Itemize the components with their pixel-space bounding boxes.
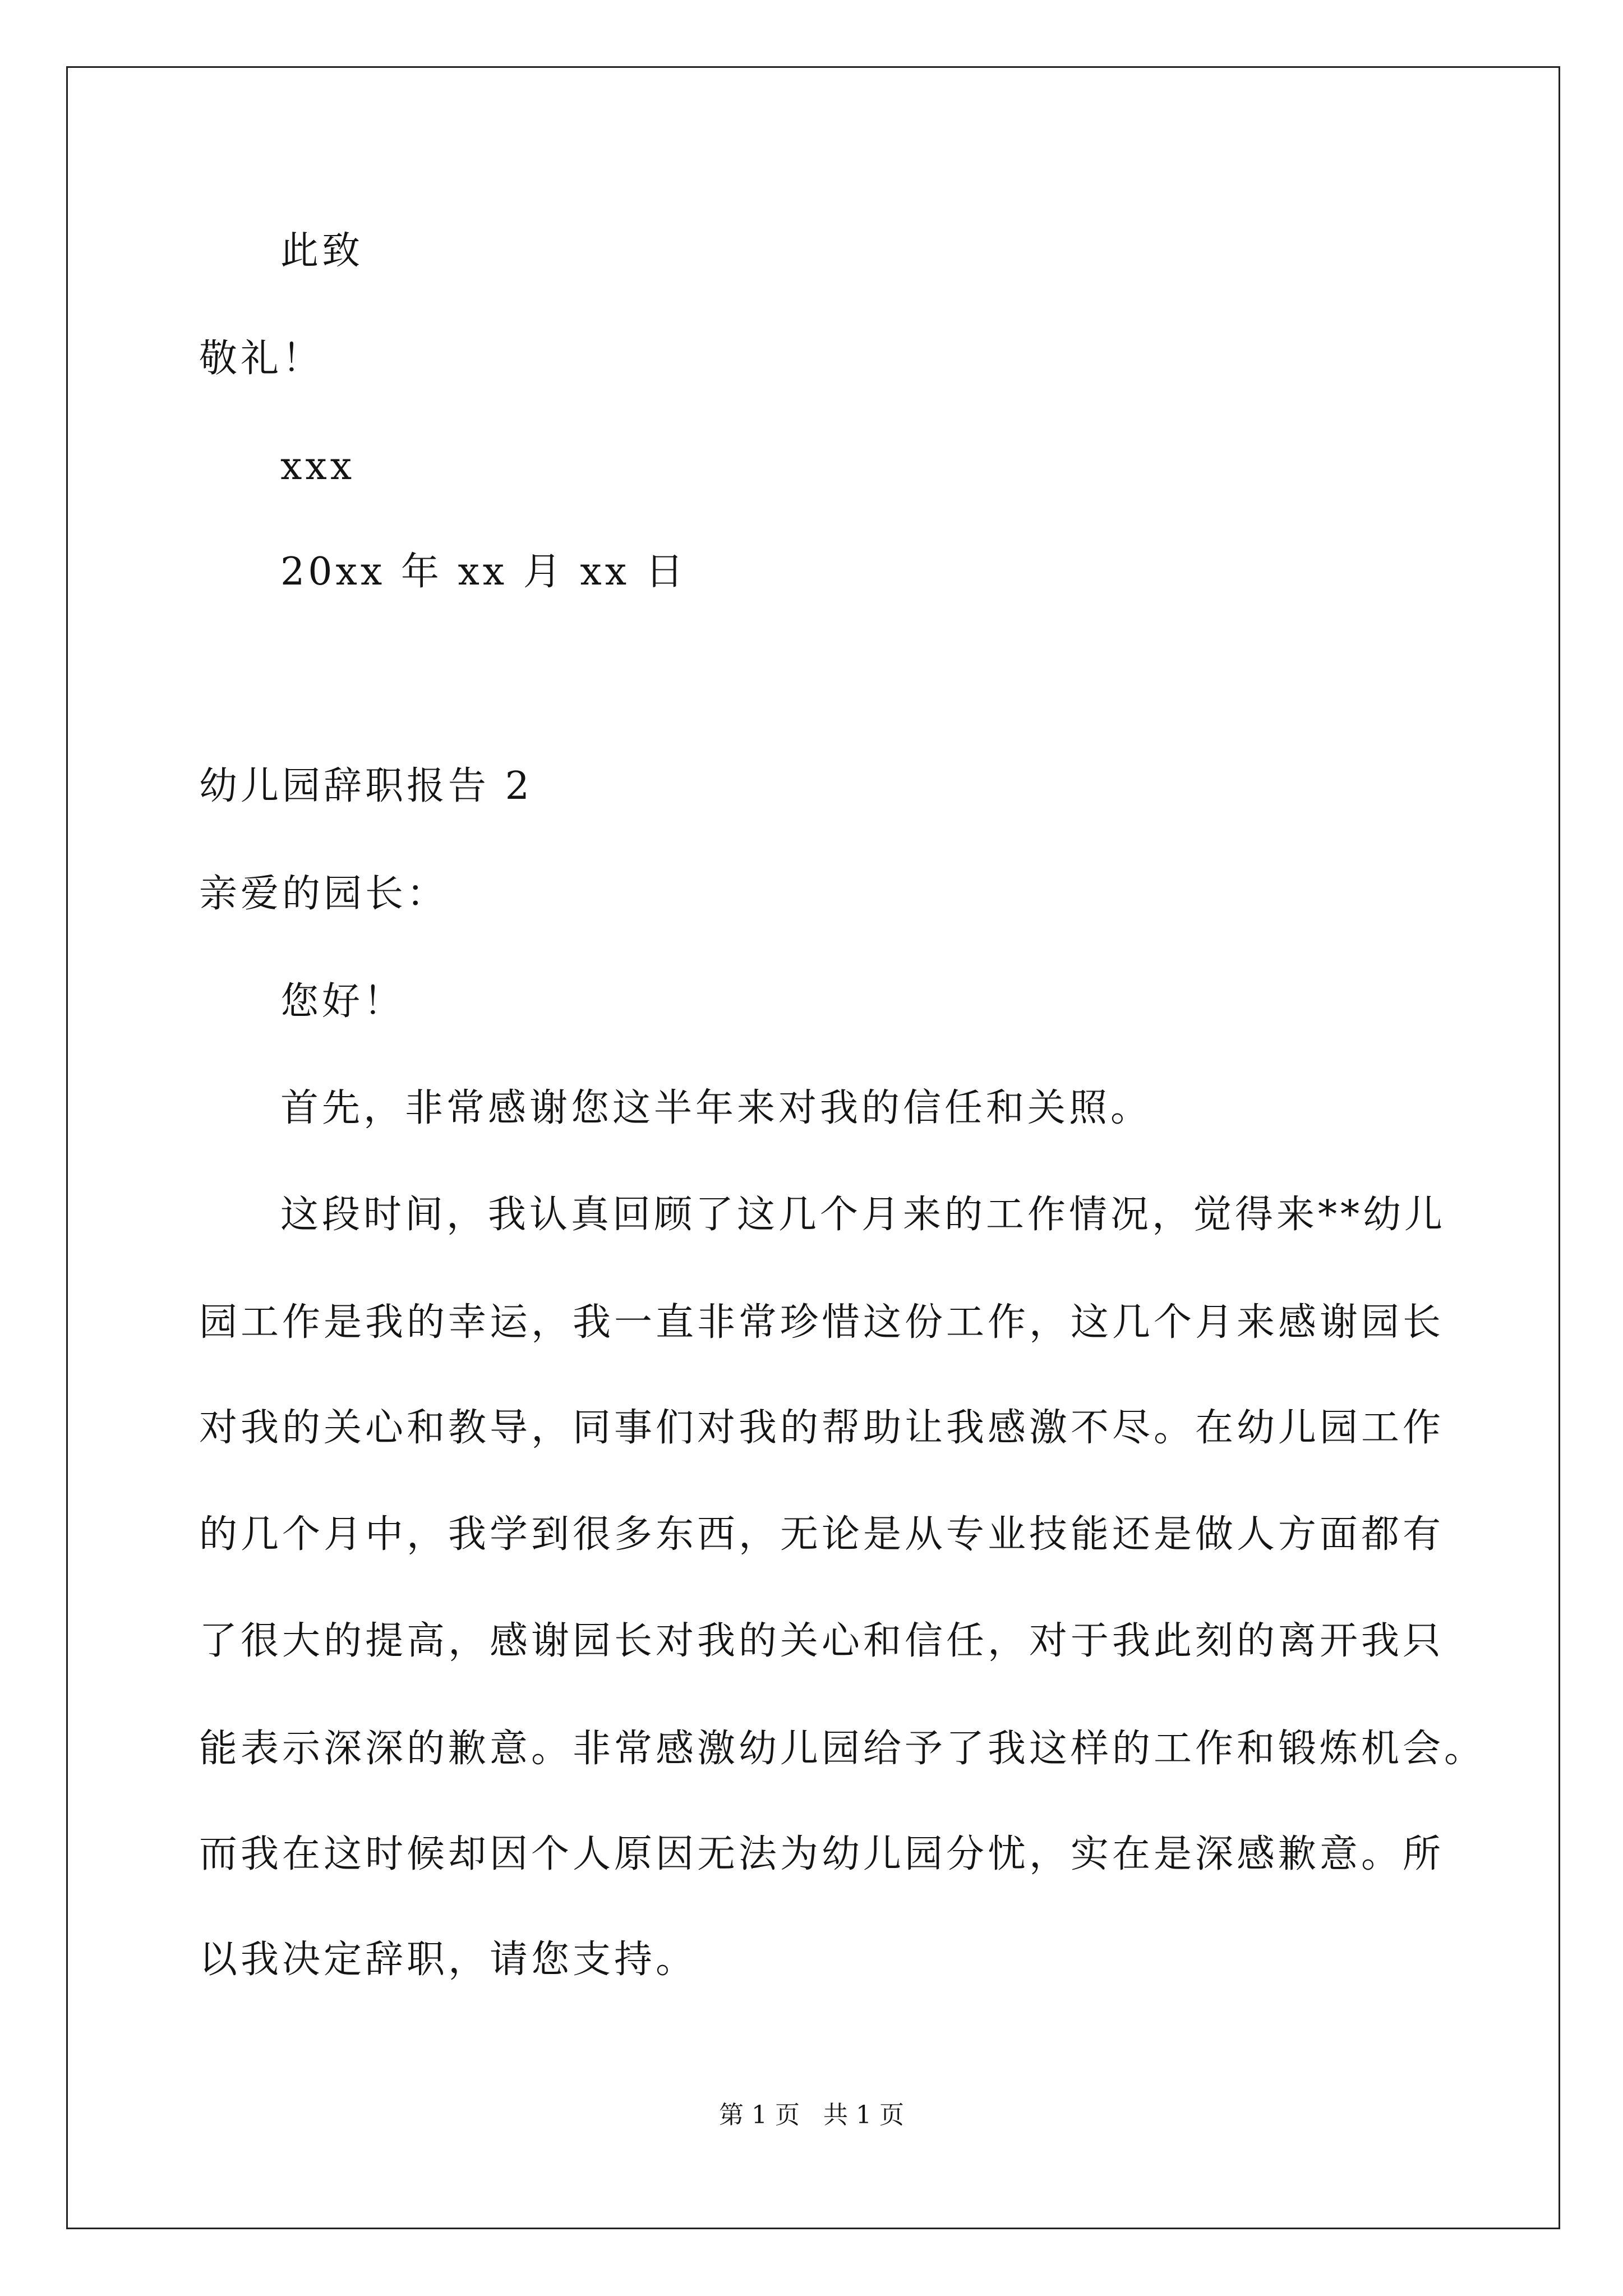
paragraph-2-line: 这段时间，我认真回顾了这几个月来的工作情况，觉得来**幼儿 (280, 1193, 1446, 1237)
page-border (66, 66, 1560, 2229)
closing-salutation: 此致 (280, 229, 364, 273)
paragraph-2-line: 了很大的提高，感谢园长对我的关心和信任，对于我此刻的离开我只 (199, 1619, 1445, 1663)
paragraph-2-line: 而我在这时候却因个人原因无法为幼儿园分忧，实在是深感歉意。所 (199, 1832, 1445, 1876)
letter-date: 20xx 年 xx 月 xx 日 (280, 550, 687, 594)
paragraph-2-line: 以我决定辞职，请您支持。 (199, 1938, 698, 1982)
paragraph-1: 首先，非常感谢您这半年来对我的信任和关照。 (280, 1086, 1152, 1130)
closing-respect: 敬礼！ (199, 337, 324, 381)
greeting: 您好！ (280, 979, 405, 1024)
paragraph-2-line: 对我的关心和教导，同事们对我的帮助让我感激不尽。在幼儿园工作 (199, 1406, 1445, 1450)
paragraph-2-line: 能表示深深的歉意。非常感激幼儿园给予了我这样的工作和锻炼机会。 (199, 1727, 1486, 1771)
signature: xxx (280, 444, 356, 489)
report-heading: 幼儿园辞职报告 2 (199, 764, 533, 808)
page-footer: 第 1 页 共 1 页 (719, 2101, 904, 2129)
paragraph-2-line: 园工作是我的幸运，我一直非常珍惜这份工作，这几个月来感谢园长 (199, 1300, 1445, 1345)
paragraph-2-line: 的几个月中，我学到很多东西，无论是从专业技能还是做人方面都有 (199, 1512, 1445, 1557)
addressee: 亲爱的园长： (199, 872, 449, 916)
